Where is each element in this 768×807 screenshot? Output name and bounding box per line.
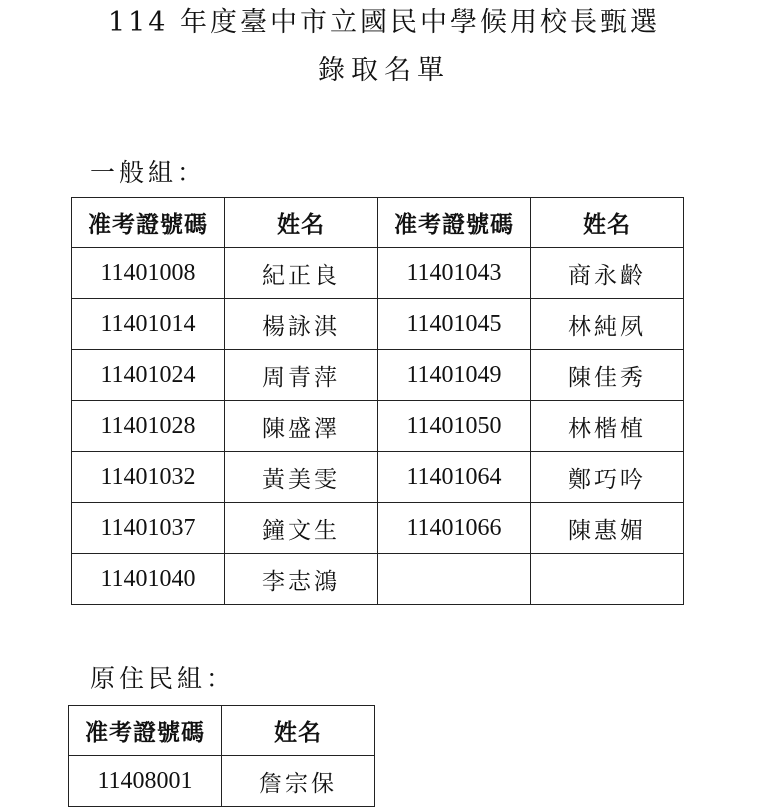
header-exam-number: 准考證號碼 <box>69 706 222 756</box>
candidate-name-cell: 李志鴻 <box>225 554 378 605</box>
table-row <box>72 401 684 452</box>
exam-number-cell: 11401037 <box>72 503 225 554</box>
general-group-table <box>71 197 684 605</box>
header-name: 姓名 <box>531 198 684 248</box>
exam-number-cell: 11401024 <box>72 350 225 401</box>
candidate-name-cell: 林純夙 <box>531 299 684 350</box>
table-header-row <box>69 706 375 756</box>
exam-number-cell: 11401014 <box>72 299 225 350</box>
candidate-name-cell: 鐘文生 <box>225 503 378 554</box>
exam-number-cell: 11401032 <box>72 452 225 503</box>
indigenous-group-label: 原住民組： <box>90 664 236 693</box>
exam-number-cell: 11401066 <box>378 503 531 554</box>
header-exam-number: 准考證號碼 <box>72 198 225 248</box>
header-exam-number: 准考證號碼 <box>378 198 531 248</box>
exam-number-cell: 11401049 <box>378 350 531 401</box>
candidate-name-cell: 陳佳秀 <box>531 350 684 401</box>
header-name: 姓名 <box>225 198 378 248</box>
exam-number-cell: 11401040 <box>72 554 225 605</box>
candidate-name-cell <box>531 554 684 605</box>
candidate-name-cell: 鄭巧吟 <box>531 452 684 503</box>
candidate-name-cell: 陳惠媚 <box>531 503 684 554</box>
candidate-name-cell: 詹宗保 <box>222 756 375 807</box>
candidate-name-cell: 黃美雯 <box>225 452 378 503</box>
table-row <box>72 299 684 350</box>
document-title-line2: 錄取名單 <box>318 55 450 86</box>
exam-number-cell: 11401008 <box>72 248 225 299</box>
exam-number-cell: 11408001 <box>69 756 222 807</box>
candidate-name-cell: 紀正良 <box>225 248 378 299</box>
table-row <box>72 554 684 605</box>
exam-number-cell <box>378 554 531 605</box>
candidate-name-cell: 林楷植 <box>531 401 684 452</box>
document-title-line1: 114 年度臺中市立國民中學候用校長甄選 <box>107 7 661 38</box>
candidate-name-cell: 周青萍 <box>225 350 378 401</box>
indigenous-group-table <box>68 705 375 807</box>
table-row <box>72 503 684 554</box>
table-header-row <box>72 198 684 248</box>
candidate-name-cell: 楊詠淇 <box>225 299 378 350</box>
candidate-name-cell: 商永齡 <box>531 248 684 299</box>
exam-number-cell: 11401043 <box>378 248 531 299</box>
table-row <box>72 452 684 503</box>
exam-number-cell: 11401045 <box>378 299 531 350</box>
table-row <box>69 756 375 807</box>
header-name: 姓名 <box>222 706 375 756</box>
exam-number-cell: 11401028 <box>72 401 225 452</box>
exam-number-cell: 11401064 <box>378 452 531 503</box>
general-group-label: 一般組： <box>90 158 207 187</box>
table-row <box>72 248 684 299</box>
exam-number-cell: 11401050 <box>378 401 531 452</box>
candidate-name-cell: 陳盛澤 <box>225 401 378 452</box>
table-row <box>72 350 684 401</box>
